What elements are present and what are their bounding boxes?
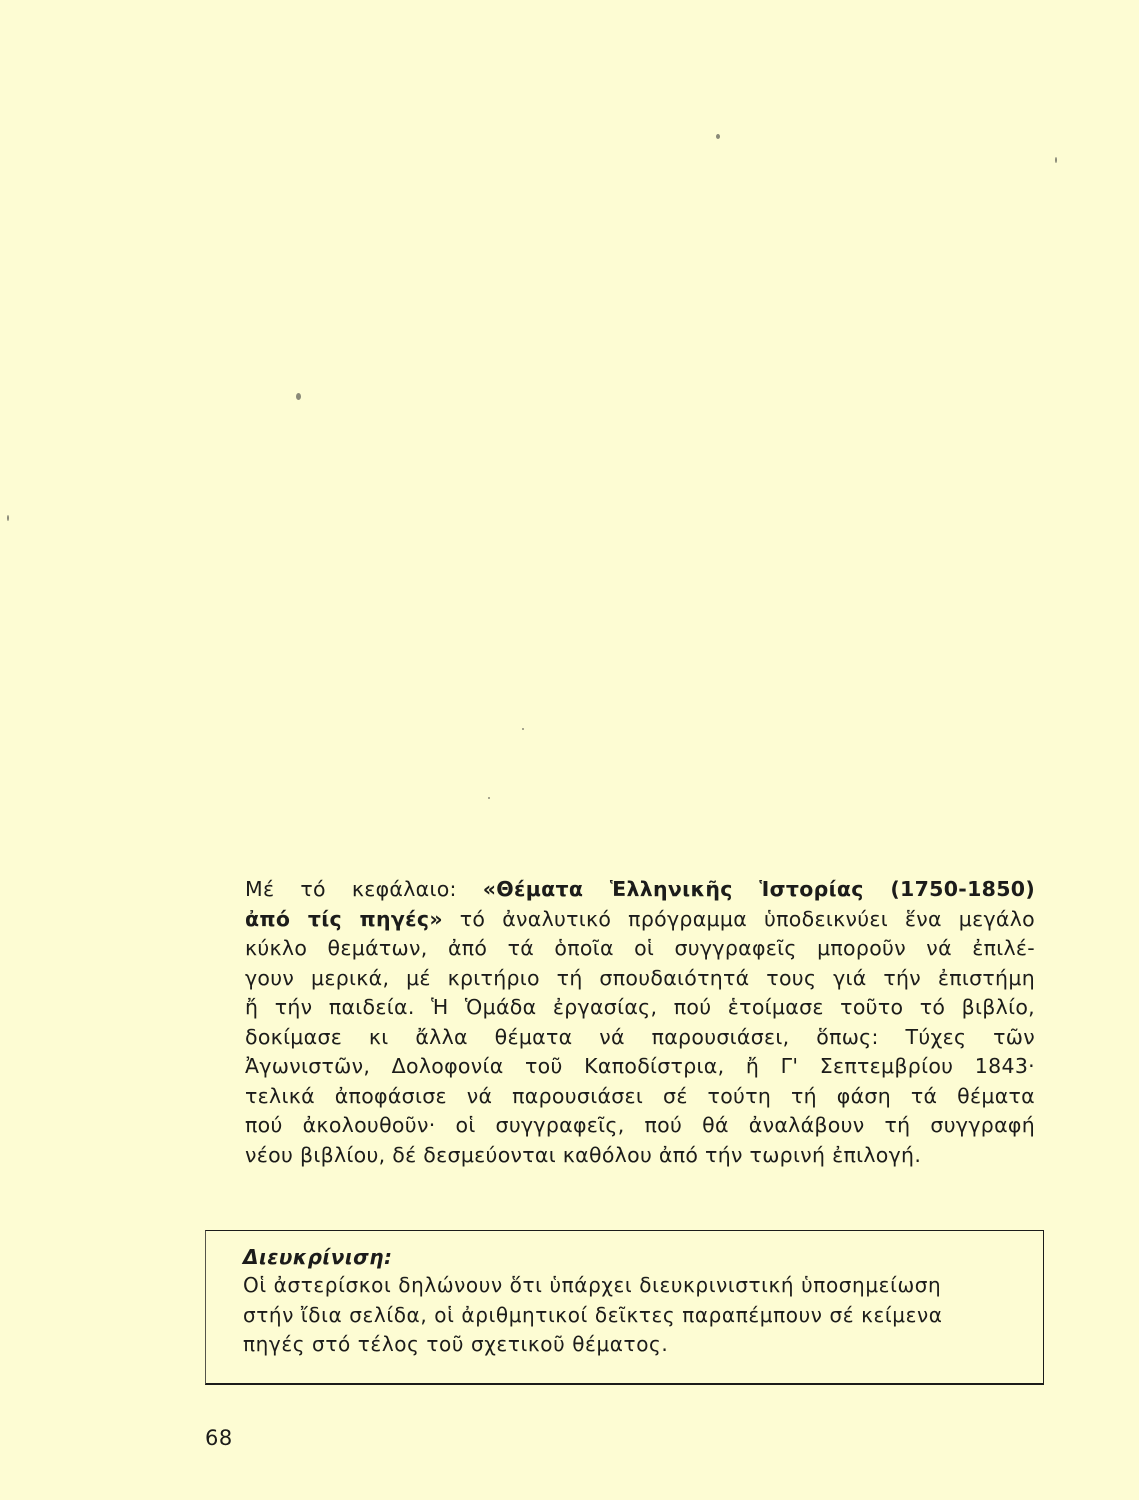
clarification-title: Διευκρίνιση: <box>243 1245 393 1269</box>
page-number: 68 <box>205 1426 233 1450</box>
text-line: Ἀγωνιστῶν, Δολοφονία τοῦ Καποδίστρια, ἤ Γ' Σεπτεμβρίου 1843· <box>245 1054 1035 1078</box>
text-line: Μέ τό κεφάλαιο: «Θέματα Ἑλληνικῆς Ἱστορίας (1750-1850) <box>245 877 1035 901</box>
text-line: ἀπό τίς πηγές» τό ἀναλυτικό πρόγραμμα ὑποδεικνύει ἕνα μεγάλο <box>245 906 1035 931</box>
text-line: νέου βιβλίου, δέ δεσμεύονται καθόλου ἀπό τήν τωρινή ἐπιλογή. <box>245 1142 922 1167</box>
clarification-line: πηγές στό τέλος τοῦ σχετικοῦ θέματος. <box>243 1332 669 1356</box>
text-line: ἤ τήν παιδεία. Ἡ Ὁμάδα ἐργασίας, πού ἑτοίμασε τοῦτο τό βιβλίο, <box>245 995 1035 1019</box>
clarification-line: στήν ἴδια σελίδα, οἱ ἀριθμητικοί δεῖκτες παραπέμπουν σέ κείμενα <box>243 1302 943 1327</box>
clarification-box <box>205 1230 1044 1385</box>
main-paragraph <box>245 875 1035 1170</box>
clarification-line: Οἱ ἀστερίσκοι δηλώνουν ὅτι ὑπάρχει διευκρινιστική ὑποσημείωση <box>243 1273 942 1297</box>
text-line: κύκλο θεμάτων, ἀπό τά ὁποῖα οἱ συγγραφεῖς μποροῦν νά ἐπιλέ- <box>245 936 1035 960</box>
clarification-body <box>243 1271 1013 1360</box>
text-line: γουν μερικά, μέ κριτήριο τή σπουδαιότητά τους γιά τήν ἐπιστήμη <box>245 965 1035 990</box>
text-line: δοκίμασε κι ἄλλα θέματα νά παρουσιάσει, ὅπως: Τύχες τῶν <box>245 1024 1035 1049</box>
text-line: τελικά ἀποφάσισε νά παρουσιάσει σέ τούτη τή φάση τά θέματα <box>245 1083 1035 1108</box>
text-line: πού ἀκολουθοῦν· οἱ συγγραφεῖς, πού θά ἀναλάβουν τή συγγραφή <box>245 1113 1035 1137</box>
